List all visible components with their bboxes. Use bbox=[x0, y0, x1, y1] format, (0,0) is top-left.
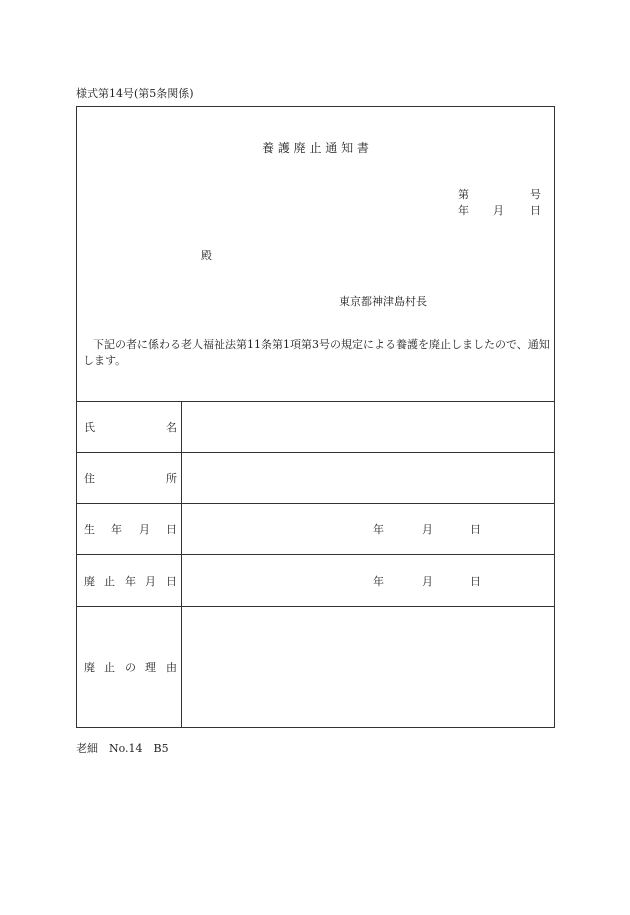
document-number-suffix: 号 bbox=[530, 188, 541, 201]
field-label-char: の bbox=[125, 661, 136, 674]
issue-date-month: 月 bbox=[493, 204, 504, 217]
field-label-char: 年 bbox=[125, 574, 136, 588]
field-row-address bbox=[77, 452, 554, 503]
document-number-prefix: 第 bbox=[458, 188, 469, 201]
notice-body-text: 下記の者に係わる老人福祉法第11条第1項第3号の規定による養護を廃止しましたので、通知します。 bbox=[83, 338, 550, 367]
field-label-address bbox=[77, 453, 182, 503]
notice-header-section bbox=[77, 107, 554, 401]
field-label-char: 年 bbox=[111, 523, 122, 536]
field-label-char: 所 bbox=[166, 472, 177, 485]
birth-date-month: 月 bbox=[422, 523, 433, 536]
field-label-char: 月 bbox=[139, 523, 150, 536]
field-label-char: 理 bbox=[145, 661, 156, 674]
field-label-char: 廃 bbox=[84, 661, 95, 674]
sender-name: 東京都神津島村長 bbox=[339, 295, 427, 308]
field-label-char: 住 bbox=[84, 472, 95, 485]
document-title: 養 護 廃 止 通 知 書 bbox=[262, 141, 369, 155]
field-label-char: 日 bbox=[166, 574, 177, 588]
birth-date-day: 日 bbox=[470, 523, 481, 536]
notice-form bbox=[76, 106, 555, 728]
field-row-birth-date bbox=[77, 503, 554, 554]
field-label-char: 月 bbox=[145, 574, 156, 588]
addressee-honorific: 殿 bbox=[201, 249, 212, 262]
field-label-char: 廃 bbox=[84, 574, 95, 588]
field-label-char: 生 bbox=[84, 523, 95, 536]
field-row-abolition-reason bbox=[77, 606, 554, 727]
abolition-date-year: 年 bbox=[373, 574, 384, 588]
field-row-abolition-date bbox=[77, 554, 554, 606]
field-label-birth-date bbox=[77, 504, 182, 554]
issue-date-day: 日 bbox=[530, 204, 541, 217]
field-label-abolition-date bbox=[77, 555, 182, 606]
field-label-abolition-reason bbox=[77, 607, 182, 727]
form-number: 様式第14号(第5条関係) bbox=[76, 87, 194, 100]
field-label-char: 氏 bbox=[84, 421, 95, 434]
form-footer-code: 老細 No.14 B5 bbox=[76, 742, 169, 755]
field-row-name bbox=[77, 401, 554, 452]
abolition-date-day: 日 bbox=[470, 574, 481, 588]
field-label-char: 止 bbox=[104, 574, 115, 588]
field-label-char: 名 bbox=[166, 421, 177, 434]
field-label-name bbox=[77, 402, 182, 452]
field-label-char: 日 bbox=[166, 523, 177, 536]
abolition-date-month: 月 bbox=[422, 574, 433, 588]
field-label-char: 止 bbox=[104, 661, 115, 674]
issue-date-year: 年 bbox=[458, 204, 469, 217]
birth-date-year: 年 bbox=[373, 523, 384, 536]
field-label-char: 由 bbox=[166, 661, 177, 674]
